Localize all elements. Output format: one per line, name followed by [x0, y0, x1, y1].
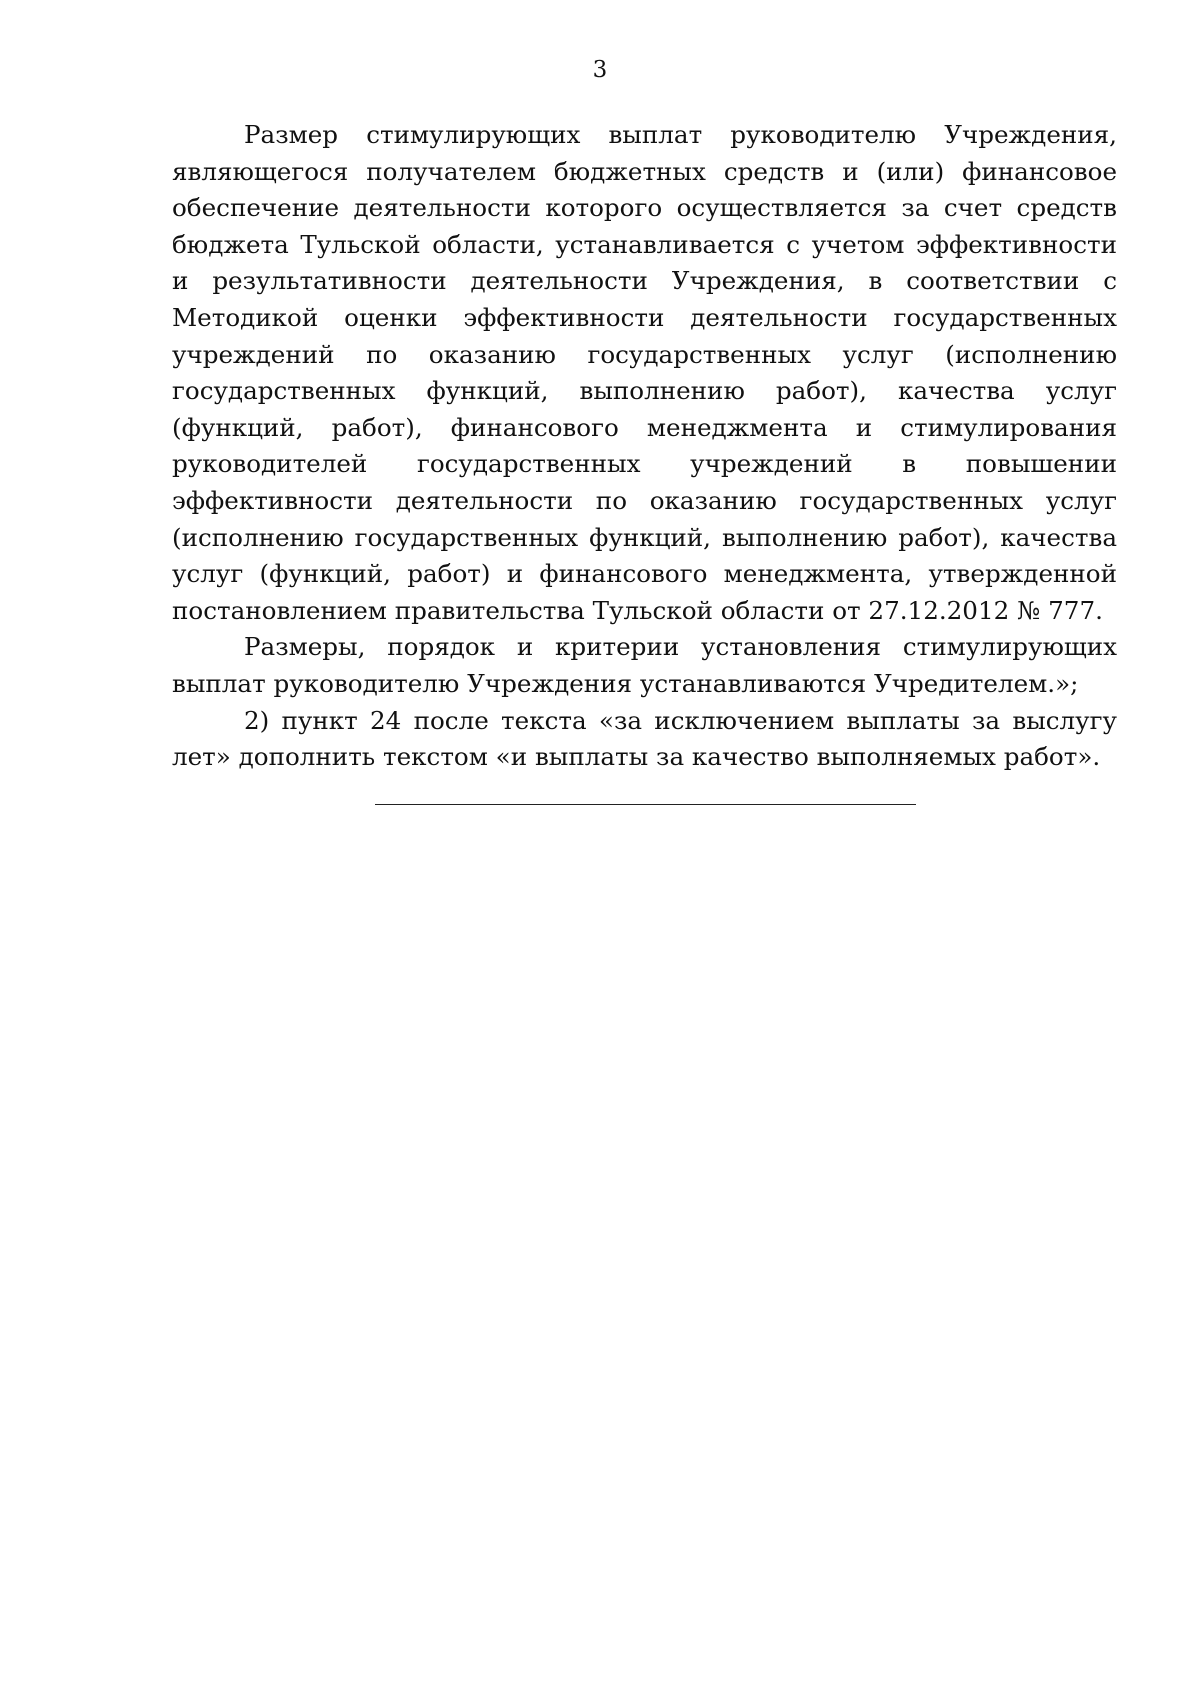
paragraph-director-bonus-size: Размер стимулирующих выплат руководителю Учреждения, являющегося получателем бюджетных средств и (или) финансовое обеспечение деятельности которого осуществляется за счет средств бюджета Тульской области, устанавливается с учетом эффективности и результативности деятельности Учреждения, в соответствии с Методикой оценки эффективности деятельности государственных учреждений по оказанию государственных услуг (исполнению государственных функций, выполнению работ), качества услуг (функций, работ), финансового менеджмента и стимулирования руководителей государственных учреждений в повышении эффективности деятельности по оказанию государственных услуг (исполнению государственных функций, выполнению работ), качества услуг (функций, работ) и финансового менеджмента, утвержденной постановлением правительства Тульской области от 27.12.2012 № 777.: [172, 120, 1117, 625]
page-number: 3: [592, 57, 608, 83]
paragraph-point-24-amendment: 2) пункт 24 после текста «за исключением выплаты за выслугу лет» дополнить текстом «и выплаты за качество выполняемых работ».: [172, 705, 1117, 772]
paragraph-bonus-criteria: Размеры, порядок и критерии установления стимулирующих выплат руководителю Учреждения устанавливаются Учредителем.»;: [172, 632, 1117, 698]
document-body: [172, 117, 1117, 776]
end-of-document-rule: [375, 804, 916, 805]
